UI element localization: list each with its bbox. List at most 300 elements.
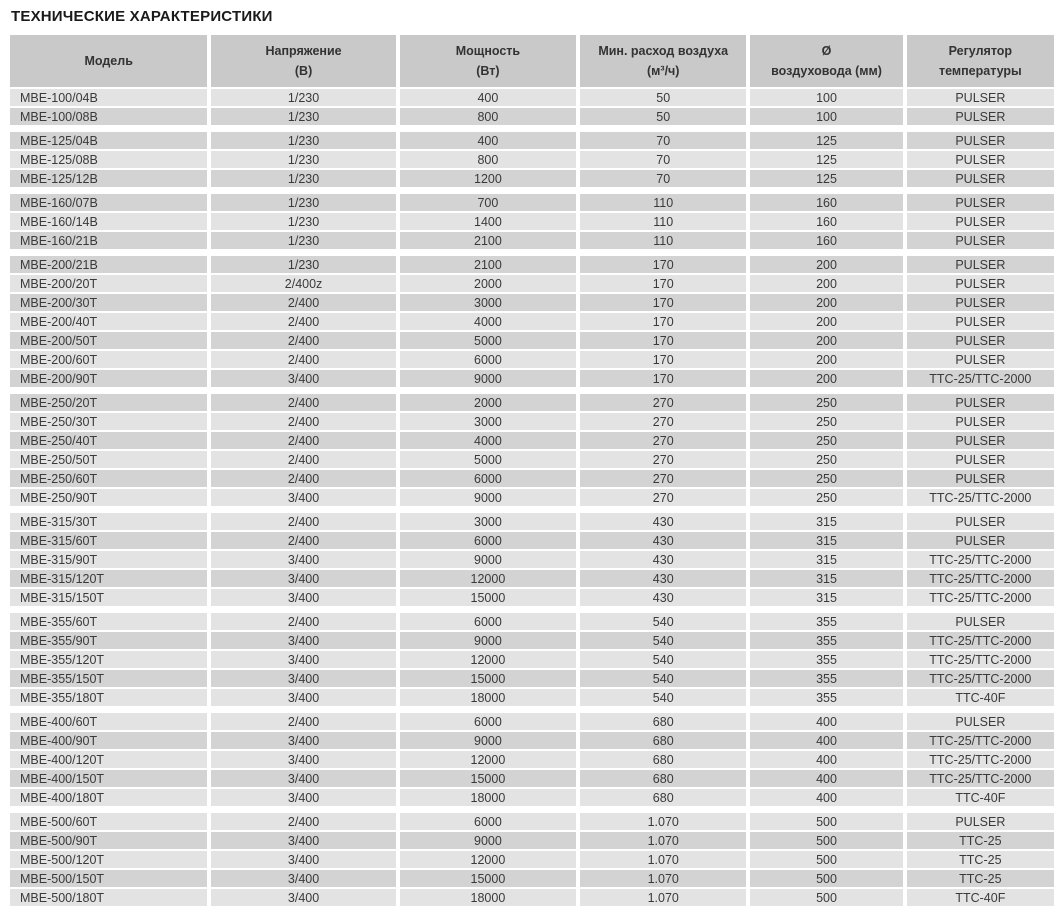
cell-power: 9000 [400, 632, 576, 649]
cell-power: 800 [400, 151, 576, 168]
group-gap [10, 608, 1054, 611]
table-row [10, 413, 1054, 430]
cell-voltage: 3/400 [211, 670, 395, 687]
cell-power: 15000 [400, 870, 576, 887]
cell-power: 800 [400, 108, 576, 125]
cell-power: 9000 [400, 370, 576, 387]
column-header-airflow [580, 35, 746, 87]
cell-regulator: TTC-25/TTC-2000 [907, 589, 1054, 606]
model-cell: MBE-200/90T [10, 370, 207, 387]
model-cell: MBE-400/60T [10, 713, 207, 730]
cell-regulator: TTC-25/TTC-2000 [907, 489, 1054, 506]
page-title: ТЕХНИЧЕСКИЕ ХАРАКТЕРИСТИКИ [11, 8, 273, 25]
cell-voltage: 3/400 [211, 570, 395, 587]
cell-regulator: PULSER [907, 232, 1054, 249]
cell-airflow: 270 [580, 451, 746, 468]
model-cell: MBE-200/60T [10, 351, 207, 368]
cell-airflow: 1.070 [580, 851, 746, 868]
cell-airflow: 430 [580, 551, 746, 568]
cell-regulator: TTC-25/TTC-2000 [907, 570, 1054, 587]
cell-diameter: 500 [750, 832, 902, 849]
cell-diameter: 250 [750, 489, 902, 506]
table-row [10, 451, 1054, 468]
model-cell: MBE-250/90T [10, 489, 207, 506]
cell-airflow: 1.070 [580, 889, 746, 906]
cell-airflow: 170 [580, 351, 746, 368]
cell-regulator: PULSER [907, 451, 1054, 468]
cell-voltage: 2/400 [211, 332, 395, 349]
cell-power: 9000 [400, 732, 576, 749]
group-gap-cell [10, 608, 1054, 611]
model-cell: MBE-400/90T [10, 732, 207, 749]
table-row [10, 770, 1054, 787]
table-row [10, 813, 1054, 830]
specs-table [6, 33, 1058, 908]
cell-regulator: PULSER [907, 532, 1054, 549]
model-cell: MBE-500/150T [10, 870, 207, 887]
group-gap-cell [10, 189, 1054, 192]
cell-airflow: 110 [580, 194, 746, 211]
cell-diameter: 250 [750, 394, 902, 411]
table-row [10, 489, 1054, 506]
cell-regulator: TTC-25/TTC-2000 [907, 370, 1054, 387]
cell-voltage: 2/400 [211, 613, 395, 630]
group-gap-cell [10, 127, 1054, 130]
cell-power: 700 [400, 194, 576, 211]
cell-regulator: PULSER [907, 413, 1054, 430]
cell-voltage: 3/400 [211, 589, 395, 606]
cell-diameter: 315 [750, 589, 902, 606]
table-row [10, 751, 1054, 768]
cell-airflow: 270 [580, 394, 746, 411]
cell-power: 15000 [400, 770, 576, 787]
cell-voltage: 1/230 [211, 194, 395, 211]
cell-regulator: TTC-40F [907, 789, 1054, 806]
model-cell: MBE-355/60T [10, 613, 207, 630]
cell-regulator: PULSER [907, 213, 1054, 230]
cell-diameter: 200 [750, 351, 902, 368]
cell-airflow: 270 [580, 432, 746, 449]
cell-airflow: 50 [580, 89, 746, 106]
cell-voltage: 2/400 [211, 513, 395, 530]
cell-voltage: 1/230 [211, 213, 395, 230]
cell-airflow: 170 [580, 256, 746, 273]
model-cell: MBE-315/60T [10, 532, 207, 549]
cell-diameter: 315 [750, 551, 902, 568]
cell-regulator: TTC-25/TTC-2000 [907, 770, 1054, 787]
cell-voltage: 3/400 [211, 751, 395, 768]
cell-diameter: 500 [750, 851, 902, 868]
header-row [10, 35, 1054, 87]
cell-voltage: 2/400 [211, 413, 395, 430]
table-row [10, 732, 1054, 749]
table-row [10, 889, 1054, 906]
cell-voltage: 2/400 [211, 813, 395, 830]
cell-airflow: 70 [580, 151, 746, 168]
cell-diameter: 355 [750, 651, 902, 668]
model-cell: MBE-200/20T [10, 275, 207, 292]
cell-regulator: PULSER [907, 613, 1054, 630]
cell-diameter: 315 [750, 570, 902, 587]
column-header-line2: (Вт) [476, 64, 500, 78]
cell-diameter: 400 [750, 789, 902, 806]
cell-power: 5000 [400, 332, 576, 349]
cell-regulator: PULSER [907, 194, 1054, 211]
group-gap [10, 251, 1054, 254]
cell-airflow: 680 [580, 713, 746, 730]
cell-regulator: PULSER [907, 275, 1054, 292]
cell-airflow: 680 [580, 789, 746, 806]
cell-airflow: 110 [580, 213, 746, 230]
cell-regulator: TTC-25/TTC-2000 [907, 670, 1054, 687]
table-row [10, 670, 1054, 687]
cell-airflow: 270 [580, 413, 746, 430]
table-row [10, 851, 1054, 868]
cell-power: 6000 [400, 351, 576, 368]
column-header-power [400, 35, 576, 87]
cell-diameter: 400 [750, 751, 902, 768]
cell-diameter: 500 [750, 889, 902, 906]
model-cell: MBE-250/30T [10, 413, 207, 430]
table-row [10, 713, 1054, 730]
column-header-line1: Регулятор [948, 44, 1013, 58]
cell-power: 18000 [400, 889, 576, 906]
column-header-line1: Напряжение [265, 44, 342, 58]
cell-diameter: 400 [750, 713, 902, 730]
cell-airflow: 270 [580, 489, 746, 506]
model-cell: MBE-200/30T [10, 294, 207, 311]
cell-voltage: 3/400 [211, 889, 395, 906]
column-header-voltage [211, 35, 395, 87]
cell-airflow: 170 [580, 294, 746, 311]
cell-power: 9000 [400, 551, 576, 568]
column-header-line1: Мин. расход воздуха [598, 44, 729, 58]
cell-power: 15000 [400, 670, 576, 687]
column-header-diameter [750, 35, 902, 87]
cell-airflow: 270 [580, 470, 746, 487]
model-cell: MBE-500/60T [10, 813, 207, 830]
table-row [10, 256, 1054, 273]
column-header-line2: воздуховода (мм) [771, 64, 882, 78]
cell-airflow: 170 [580, 275, 746, 292]
cell-voltage: 3/400 [211, 789, 395, 806]
cell-power: 4000 [400, 432, 576, 449]
group-gap [10, 127, 1054, 130]
cell-diameter: 500 [750, 870, 902, 887]
table-row [10, 313, 1054, 330]
table-row [10, 151, 1054, 168]
cell-diameter: 200 [750, 275, 902, 292]
cell-airflow: 680 [580, 770, 746, 787]
cell-voltage: 1/230 [211, 256, 395, 273]
cell-power: 6000 [400, 532, 576, 549]
model-cell: MBE-355/120T [10, 651, 207, 668]
cell-voltage: 2/400 [211, 532, 395, 549]
cell-airflow: 1.070 [580, 870, 746, 887]
cell-power: 3000 [400, 294, 576, 311]
cell-regulator: PULSER [907, 470, 1054, 487]
cell-regulator: PULSER [907, 332, 1054, 349]
cell-power: 18000 [400, 689, 576, 706]
model-cell: MBE-400/120T [10, 751, 207, 768]
cell-power: 6000 [400, 613, 576, 630]
cell-voltage: 2/400z [211, 275, 395, 292]
model-cell: MBE-250/40T [10, 432, 207, 449]
model-cell: MBE-160/14B [10, 213, 207, 230]
cell-diameter: 160 [750, 194, 902, 211]
cell-diameter: 315 [750, 513, 902, 530]
cell-voltage: 3/400 [211, 632, 395, 649]
cell-power: 9000 [400, 489, 576, 506]
cell-voltage: 2/400 [211, 351, 395, 368]
cell-airflow: 430 [580, 513, 746, 530]
cell-diameter: 400 [750, 732, 902, 749]
table-row [10, 232, 1054, 249]
cell-voltage: 3/400 [211, 770, 395, 787]
table-row [10, 613, 1054, 630]
column-header-line1: Модель [84, 54, 133, 68]
cell-power: 15000 [400, 589, 576, 606]
cell-airflow: 540 [580, 613, 746, 630]
table-row [10, 632, 1054, 649]
group-gap-cell [10, 808, 1054, 811]
cell-airflow: 430 [580, 570, 746, 587]
column-header-line2: (В) [294, 64, 313, 78]
table-row [10, 513, 1054, 530]
cell-diameter: 125 [750, 132, 902, 149]
column-header-regulator [907, 35, 1054, 87]
cell-diameter: 200 [750, 294, 902, 311]
cell-diameter: 500 [750, 813, 902, 830]
cell-airflow: 70 [580, 170, 746, 187]
group-gap [10, 189, 1054, 192]
cell-diameter: 355 [750, 632, 902, 649]
cell-voltage: 2/400 [211, 432, 395, 449]
model-cell: MBE-500/90T [10, 832, 207, 849]
cell-voltage: 1/230 [211, 170, 395, 187]
cell-airflow: 680 [580, 751, 746, 768]
cell-diameter: 250 [750, 432, 902, 449]
model-cell: MBE-315/30T [10, 513, 207, 530]
cell-voltage: 3/400 [211, 689, 395, 706]
cell-regulator: PULSER [907, 151, 1054, 168]
model-cell: MBE-200/50T [10, 332, 207, 349]
cell-diameter: 200 [750, 370, 902, 387]
cell-diameter: 100 [750, 108, 902, 125]
cell-power: 3000 [400, 413, 576, 430]
model-cell: MBE-500/180T [10, 889, 207, 906]
cell-diameter: 160 [750, 232, 902, 249]
cell-airflow: 170 [580, 370, 746, 387]
cell-diameter: 400 [750, 770, 902, 787]
cell-airflow: 430 [580, 589, 746, 606]
cell-airflow: 50 [580, 108, 746, 125]
cell-diameter: 200 [750, 313, 902, 330]
cell-power: 6000 [400, 713, 576, 730]
cell-voltage: 3/400 [211, 732, 395, 749]
cell-diameter: 200 [750, 256, 902, 273]
table-row [10, 832, 1054, 849]
table-row [10, 132, 1054, 149]
cell-voltage: 3/400 [211, 489, 395, 506]
table-row [10, 194, 1054, 211]
cell-regulator: TTC-25/TTC-2000 [907, 551, 1054, 568]
cell-power: 2000 [400, 275, 576, 292]
cell-power: 5000 [400, 451, 576, 468]
model-cell: MBE-125/04B [10, 132, 207, 149]
column-header-line1: Ø [821, 44, 832, 58]
cell-airflow: 1.070 [580, 832, 746, 849]
table-row [10, 589, 1054, 606]
cell-voltage: 3/400 [211, 832, 395, 849]
cell-diameter: 355 [750, 689, 902, 706]
cell-regulator: TTC-25/TTC-2000 [907, 751, 1054, 768]
cell-regulator: PULSER [907, 256, 1054, 273]
group-gap [10, 389, 1054, 392]
cell-voltage: 2/400 [211, 394, 395, 411]
cell-power: 6000 [400, 470, 576, 487]
cell-voltage: 1/230 [211, 132, 395, 149]
table-row [10, 294, 1054, 311]
cell-voltage: 2/400 [211, 470, 395, 487]
model-cell: MBE-100/04B [10, 89, 207, 106]
cell-power: 4000 [400, 313, 576, 330]
cell-voltage: 1/230 [211, 89, 395, 106]
model-cell: MBE-250/60T [10, 470, 207, 487]
cell-airflow: 540 [580, 670, 746, 687]
model-cell: MBE-400/180T [10, 789, 207, 806]
cell-regulator: PULSER [907, 394, 1054, 411]
cell-regulator: TTC-25 [907, 851, 1054, 868]
cell-power: 12000 [400, 651, 576, 668]
cell-airflow: 170 [580, 332, 746, 349]
cell-airflow: 430 [580, 532, 746, 549]
cell-voltage: 2/400 [211, 313, 395, 330]
cell-regulator: TTC-25 [907, 832, 1054, 849]
cell-power: 3000 [400, 513, 576, 530]
cell-diameter: 200 [750, 332, 902, 349]
model-cell: MBE-315/120T [10, 570, 207, 587]
cell-diameter: 250 [750, 470, 902, 487]
cell-power: 12000 [400, 570, 576, 587]
cell-airflow: 540 [580, 632, 746, 649]
table-row [10, 213, 1054, 230]
cell-regulator: PULSER [907, 313, 1054, 330]
table-row [10, 470, 1054, 487]
cell-regulator: PULSER [907, 132, 1054, 149]
cell-regulator: PULSER [907, 713, 1054, 730]
cell-regulator: PULSER [907, 813, 1054, 830]
model-cell: MBE-355/180T [10, 689, 207, 706]
table-row [10, 689, 1054, 706]
cell-regulator: TTC-25/TTC-2000 [907, 632, 1054, 649]
table-row [10, 570, 1054, 587]
table-row [10, 351, 1054, 368]
model-cell: MBE-125/12B [10, 170, 207, 187]
cell-diameter: 315 [750, 532, 902, 549]
column-header-line2: (м³/ч) [647, 64, 680, 78]
cell-power: 12000 [400, 751, 576, 768]
cell-voltage: 3/400 [211, 551, 395, 568]
cell-voltage: 2/400 [211, 451, 395, 468]
model-cell: MBE-315/90T [10, 551, 207, 568]
cell-airflow: 540 [580, 651, 746, 668]
group-gap-cell [10, 251, 1054, 254]
table-row [10, 651, 1054, 668]
cell-diameter: 100 [750, 89, 902, 106]
cell-airflow: 1.070 [580, 813, 746, 830]
column-header-line2: температуры [938, 64, 1022, 78]
cell-power: 1200 [400, 170, 576, 187]
cell-power: 6000 [400, 813, 576, 830]
model-cell: MBE-100/08B [10, 108, 207, 125]
cell-regulator: TTC-25 [907, 870, 1054, 887]
table-row [10, 532, 1054, 549]
table-row [10, 170, 1054, 187]
table-row [10, 275, 1054, 292]
table-row [10, 394, 1054, 411]
table-row [10, 551, 1054, 568]
model-cell: MBE-125/08B [10, 151, 207, 168]
table-body [10, 89, 1054, 906]
group-gap [10, 708, 1054, 711]
cell-airflow: 70 [580, 132, 746, 149]
cell-power: 12000 [400, 851, 576, 868]
cell-regulator: TTC-25/TTC-2000 [907, 732, 1054, 749]
cell-voltage: 1/230 [211, 232, 395, 249]
cell-power: 400 [400, 89, 576, 106]
cell-diameter: 355 [750, 670, 902, 687]
cell-diameter: 160 [750, 213, 902, 230]
table-row [10, 432, 1054, 449]
model-cell: MBE-355/90T [10, 632, 207, 649]
cell-regulator: TTC-40F [907, 689, 1054, 706]
cell-voltage: 1/230 [211, 108, 395, 125]
cell-airflow: 170 [580, 313, 746, 330]
cell-regulator: PULSER [907, 170, 1054, 187]
group-gap [10, 508, 1054, 511]
column-header-model [10, 35, 207, 87]
model-cell: MBE-315/150T [10, 589, 207, 606]
cell-airflow: 540 [580, 689, 746, 706]
cell-airflow: 110 [580, 232, 746, 249]
cell-diameter: 250 [750, 413, 902, 430]
group-gap-cell [10, 508, 1054, 511]
cell-regulator: PULSER [907, 89, 1054, 106]
cell-power: 2000 [400, 394, 576, 411]
cell-power: 9000 [400, 832, 576, 849]
cell-regulator: TTC-25/TTC-2000 [907, 651, 1054, 668]
table-row [10, 108, 1054, 125]
group-gap-cell [10, 708, 1054, 711]
cell-regulator: PULSER [907, 294, 1054, 311]
cell-voltage: 2/400 [211, 294, 395, 311]
cell-regulator: PULSER [907, 432, 1054, 449]
cell-voltage: 2/400 [211, 713, 395, 730]
model-cell: MBE-160/21B [10, 232, 207, 249]
table-row [10, 370, 1054, 387]
model-cell: MBE-200/40T [10, 313, 207, 330]
cell-power: 18000 [400, 789, 576, 806]
table-row [10, 89, 1054, 106]
cell-regulator: PULSER [907, 351, 1054, 368]
model-cell: MBE-500/120T [10, 851, 207, 868]
cell-voltage: 3/400 [211, 651, 395, 668]
model-cell: MBE-250/20T [10, 394, 207, 411]
cell-regulator: PULSER [907, 108, 1054, 125]
model-cell: MBE-355/150T [10, 670, 207, 687]
cell-diameter: 125 [750, 151, 902, 168]
